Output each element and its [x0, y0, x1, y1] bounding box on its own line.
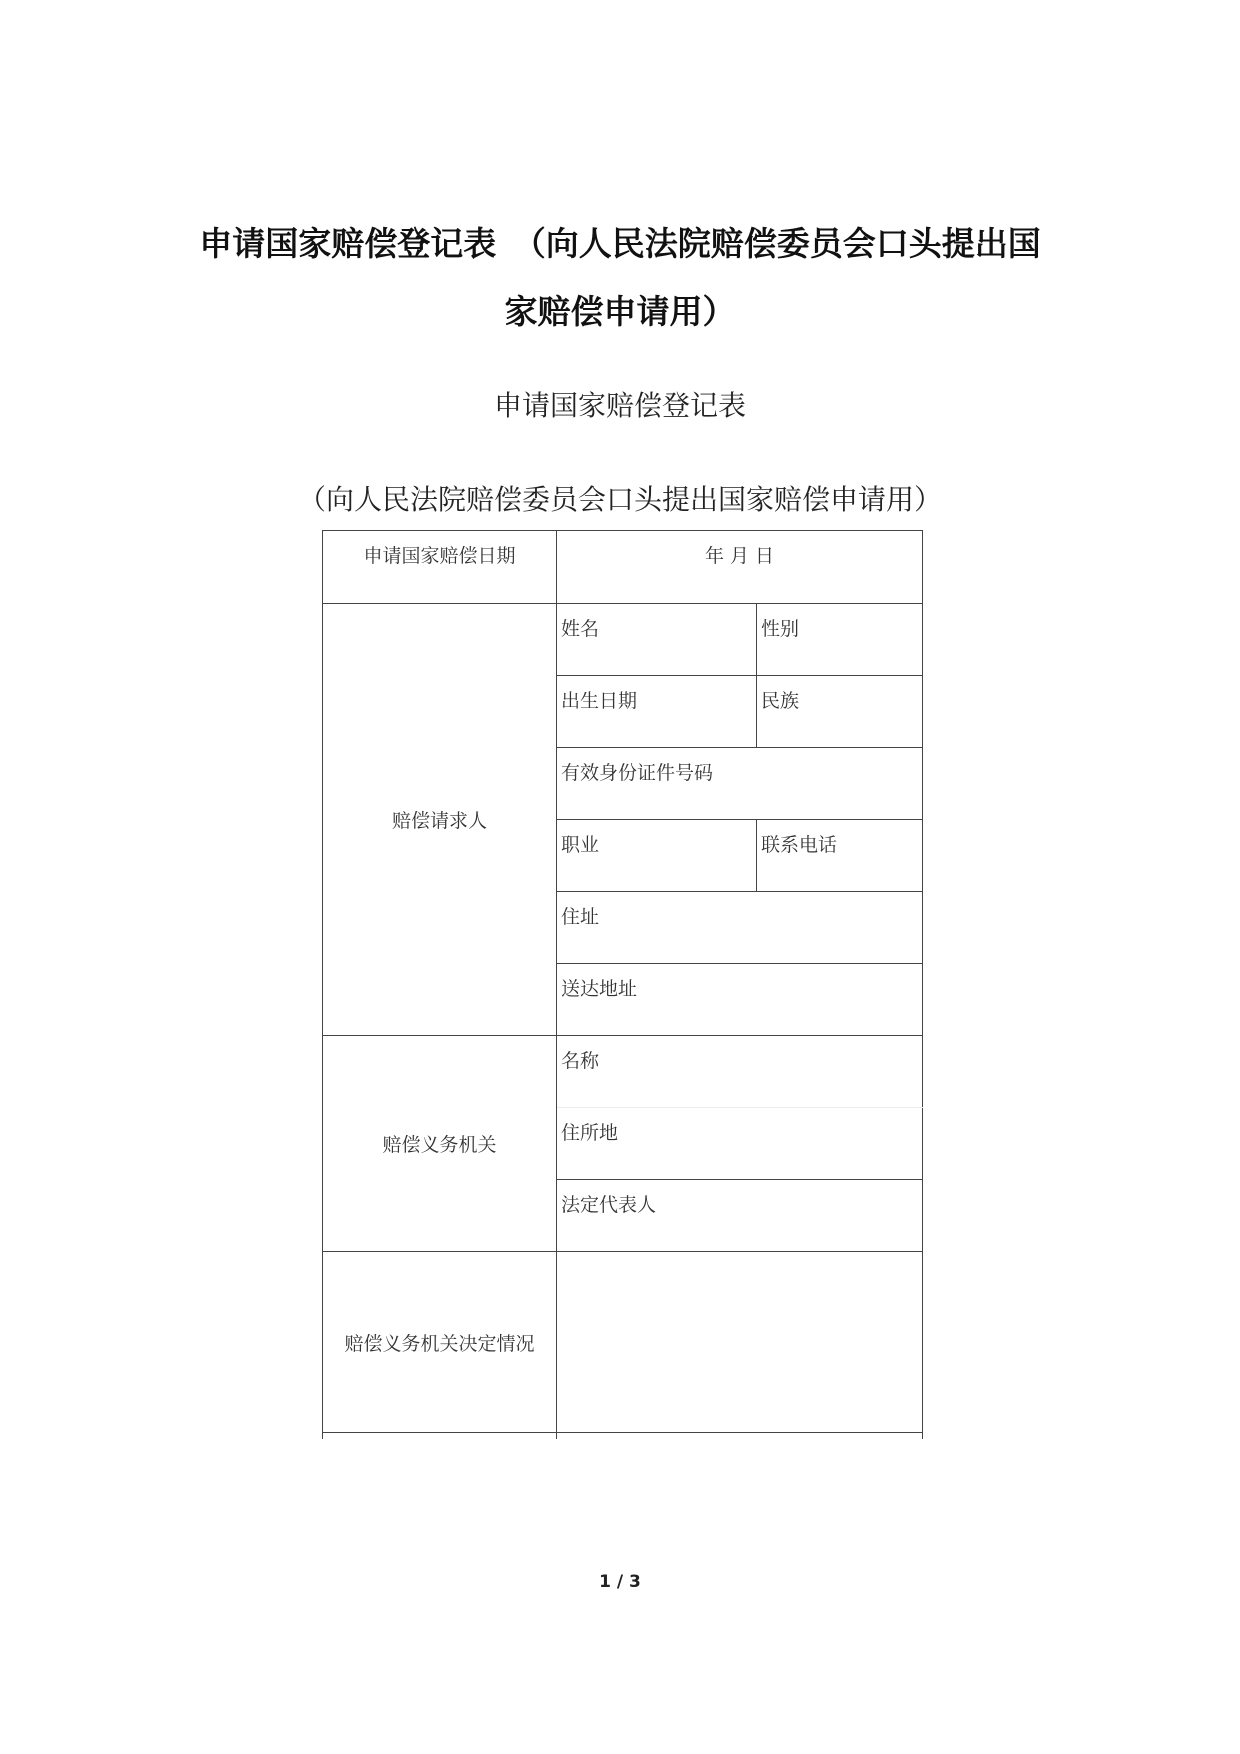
address-label: 住址 [561, 906, 600, 928]
document-title-line-2: 家赔偿申请用） [504, 292, 736, 331]
gender-field[interactable] [757, 604, 923, 676]
continued-cell [557, 1433, 923, 1440]
id-number-field[interactable] [557, 748, 923, 820]
date-value-field[interactable] [557, 531, 923, 604]
obligor-label: 赔偿义务机关 [382, 1134, 497, 1156]
form-heading: 申请国家赔偿登记表 [493, 389, 746, 422]
table-row [323, 604, 923, 676]
table-row [323, 531, 923, 604]
legal-rep-label: 法定代表人 [561, 1194, 657, 1216]
continued-cell [323, 1433, 557, 1440]
page-number: 1 / 3 [599, 1572, 641, 1592]
delivery-address-field[interactable] [557, 964, 923, 1036]
phone-field[interactable] [757, 820, 923, 892]
table-row [323, 1252, 923, 1433]
birth-date-label: 出生日期 [561, 690, 638, 712]
org-name-label: 名称 [561, 1050, 600, 1072]
document-title-line-1: 申请国家赔偿登记表 （向人民法院赔偿委员会口头提出国 [199, 224, 1041, 263]
registration-form-table [322, 530, 923, 1439]
id-number-label: 有效身份证件号码 [561, 762, 714, 784]
claimant-label: 赔偿请求人 [391, 810, 487, 832]
date-label: 申请国家赔偿日期 [363, 545, 516, 567]
table-row [323, 1036, 923, 1108]
decision-field[interactable] [557, 1252, 923, 1433]
decision-label-cell [323, 1252, 557, 1433]
decision-label: 赔偿义务机关决定情况 [344, 1332, 535, 1355]
claimant-label-cell [323, 604, 557, 1036]
legal-rep-field[interactable] [557, 1180, 923, 1252]
table-row [323, 1433, 923, 1440]
name-label: 姓名 [561, 618, 600, 640]
gender-label: 性别 [761, 618, 800, 640]
form-subheading: （向人民法院赔偿委员会口头提出国家赔偿申请用） [297, 483, 942, 516]
domicile-field[interactable] [557, 1108, 923, 1180]
domicile-label: 住所地 [561, 1122, 619, 1144]
ethnicity-label: 民族 [761, 690, 800, 712]
address-field[interactable] [557, 892, 923, 964]
date-label-cell [323, 531, 557, 604]
occupation-label: 职业 [561, 834, 600, 856]
occupation-field[interactable] [557, 820, 757, 892]
date-placeholder: 年 月 日 [704, 545, 775, 567]
ethnicity-field[interactable] [757, 676, 923, 748]
name-field[interactable] [557, 604, 757, 676]
delivery-address-label: 送达地址 [561, 978, 638, 1000]
birth-date-field[interactable] [557, 676, 757, 748]
obligor-label-cell [323, 1036, 557, 1252]
org-name-field[interactable] [557, 1036, 923, 1108]
phone-label: 联系电话 [761, 834, 838, 856]
